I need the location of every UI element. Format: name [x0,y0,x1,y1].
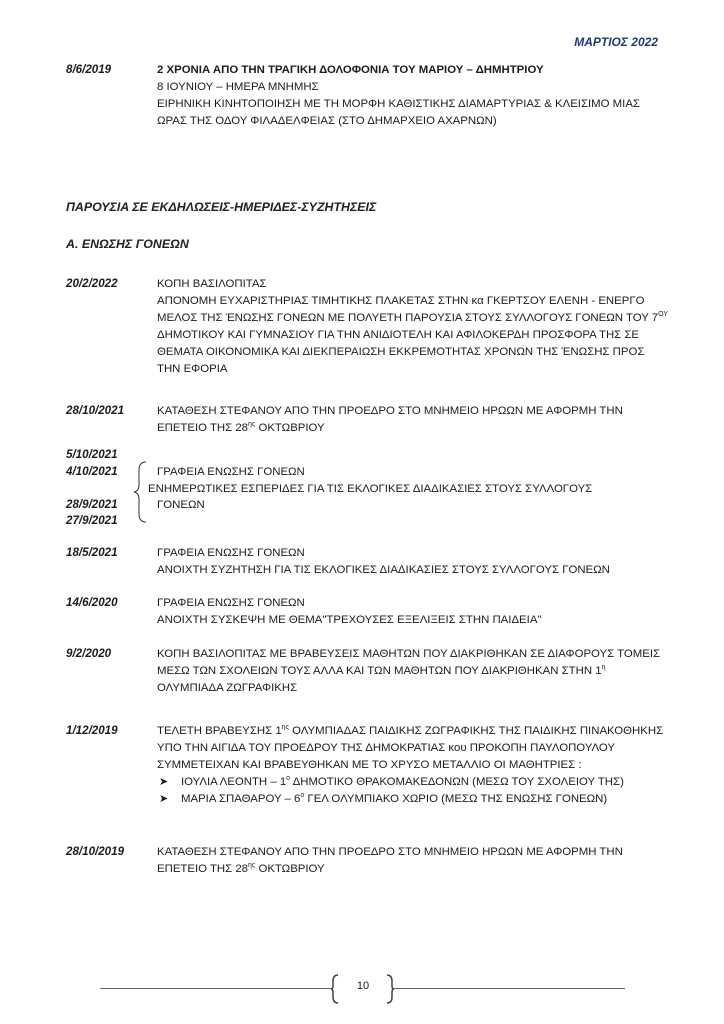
entry-date: 5/10/2021 [66,448,118,461]
entry-body [157,545,657,579]
entry-line: ΩΡΑΣ ΤΗΣ ΟΔΟΥ ΦΙΛΑΔΕΛΦΕΙΑΣ (ΣΤΟ ΔΗΜΑΡΧΕΙΟ ΑΧΑΡΝΩΝ) [157,115,497,127]
entry-line: ΕΙΡΗΝΙΚΗ ΚΙΝΗΤΟΠΟΙΗΣΗ ΜΕ ΤΗ ΜΟΡΦΗ ΚΑΘΙΣΤΙΚΗΣ ΔΙΑΜΑΡΤΥΡΙΑΣ & ΚΛΕΙΣΙΜΟ ΜΙΑΣ [157,98,640,110]
footer-bracket-right [385,974,395,1004]
entry-line: ΑΝΟΙΧΤΗ ΣΥΖΗΤΗΣΗ ΓΙΑ ΤΙΣ ΕΚΛΟΓΙΚΕΣ ΔΙΑΔΙΚΑΣΙΕΣ ΣΤΟΥΣ ΣΥΛΛΟΓΟΥΣ ΓΟΝΕΩΝ [157,564,610,576]
entry-body [157,595,657,629]
entry-line: ΑΝΟΙΧΤΗ ΣΥΣΚΕΨΗ ΜΕ ΘΕΜΑ"ΤΡΕΧΟΥΣΕΣ ΕΞΕΛΙΞΕΙΣ ΣΤΗΝ ΠΑΙΔΕΙΑ" [157,614,542,626]
arrow-bullet-icon: ➤ [159,793,169,805]
entry-line: ΟΛΥΜΠΙΑΔΑ ΖΩΓΡΑΦΙΚΗΣ [157,682,298,694]
entry-date: 4/10/2021 [66,465,118,478]
entry-date: 9/2/2020 [66,647,112,660]
entry-line: ΜΕΛΟΣ ΤΗΣ ΈΝΩΣΗΣ ΓΟΝΕΩΝ ΜΕ ΠΟΛΥΕΤΗ ΠΑΡΟΥΣΙΑ ΣΤΟΥΣ ΣΥΛΛΟΓΟΥΣ ΓΟΝΕΩΝ ΤΟΥ $7^{O\Upsilon}$ [157,311,668,324]
entry-line: ΕΠΕΤΕΙΟ ΤΗΣ $28^{\eta\varsigma}$ ΟΚΤΩΒΡΙΟΥ [157,421,325,434]
entry-line: ΤΕΛΕΤΗ ΒΡΑΒΕΥΣΗΣ $1^{\eta\varsigma}$ ΟΛΥΜΠΙΑΔΑΣ ΠΑΙΔΙΚΗΣ ΖΩΓΡΑΦΙΚΗΣ ΤΗΣ ΠΑΙΔΙΚΗΣ ΠΙΝΑΚΟΘΗΚΗΣ [157,724,664,737]
page-number: 10 [356,980,370,992]
entry-line: ΓΟΝΕΩΝ [157,499,205,511]
entry-body [157,646,661,697]
entry-line: ΓΡΑΦΕΙΑ ΕΝΩΣΗΣ ΓΟΝΕΩΝ [157,547,305,559]
footer-rule-left [100,988,332,989]
entry-line: ΕΝΗΜΕΡΩΤΙΚΕΣ ΕΣΠΕΡΙΔΕΣ ΓΙΑ ΤΙΣ ΕΚΛΟΓΙΚΕΣ ΔΙΑΔΙΚΑΣΙΕΣ ΣΤΟΥΣ ΣΥΛΛΟΓΟΥΣ [148,483,593,495]
entry-line: ΚΟΠΗ ΒΑΣΙΛΟΠΙΤΑΣ [157,278,267,290]
entry-line: ΓΡΑΦΕΙΑ ΕΝΩΣΗΣ ΓΟΝΕΩΝ [157,597,305,609]
entry-body [157,276,668,378]
entry-date: 28/10/2019 [66,845,125,858]
entry-date: 8/6/2019 [66,63,112,76]
entry-line: ΔΗΜΟΤΙΚΟΥ ΚΑΙ ΓΥΜΝΑΣΙΟΥ ΓΙΑ ΤΗΝ ΑΝΙΔΙΟΤΕΛΗ ΚΑΙ ΑΦΙΛΟΚΕΡΔΗ ΠΡΟΣΦΟΡΑ ΤΗΣ ΣΕ [157,329,640,341]
entry-body [157,62,657,130]
entry-line: 8 ΙΟΥΝΙΟΥ – ΗΜΕΡΑ ΜΝΗΜΗΣ [157,81,319,93]
entry-body [157,403,657,437]
entry-line: ΓΡΑΦΕΙΑ ΕΝΩΣΗΣ ΓΟΝΕΩΝ [157,466,305,478]
footer-bracket-left [330,974,340,1004]
entry-date: 20/2/2022 [66,277,118,290]
entry-title: 2 ΧΡΟΝΙΑ ΑΠΟ ΤΗΝ ΤΡΑΓΙΚΗ ΔΟΛΟΦΟΝΙΑ ΤΟΥ ΜΑΡΙΟΥ – ΔΗΜΗΤΡΙΟΥ [157,64,544,76]
entry-date: 28/9/2021 [66,498,118,511]
entry-line: ΜΕΣΩ ΤΩΝ ΣΧΟΛΕΙΩΝ ΤΟΥΣ ΑΛΛΑ ΚΑΙ ΤΩΝ ΜΑΘΗΤΩΝ ΠΟΥ ΔΙΑΚΡΙΘΗΚΑΝ ΣΤΗΝ $1^\eta$ [157,664,606,677]
arrow-bullet-icon: ➤ [159,776,169,788]
entry-date: 14/6/2020 [66,596,118,609]
entry-line: ΥΠΟ ΤΗΝ ΑΙΓΙΔΑ ΤΟΥ ΠΡΟΕΔΡΟΥ ΤΗΣ ΔΗΜΟΚΡΑΤΙΑΣ κου ΠΡΟΚΟΠΗ ΠΑΥΛΟΠΟΥΛΟΥ [157,742,616,754]
header-date: ΜΑΡΤΙΟΣ 2022 [574,35,658,49]
bullet-item: ➤ ΙΟΥΛΙΑ ΛΕΟΝΤΗ – $1^o$ ΔΗΜΟΤΙΚΟ ΘΡΑΚΟΜΑΚΕΔΟΝΩΝ (ΜΕΣΩ ΤΟΥ ΣΧΟΛΕΙΟΥ ΤΗΣ) [157,774,657,791]
entry-line: ΘΕΜΑΤΑ ΟΙΚΟΝΟΜΙΚΑ ΚΑΙ ΔΙΕΚΠΕΡΑΙΩΣΗ ΕΚΚΡΕΜΟΤΗΤΑΣ ΧΡΟΝΩΝ ΤΗΣ ΈΝΩΣΗΣ ΠΡΟΣ [157,346,645,358]
entry-date: 28/10/2021 [66,404,125,417]
bullet-item: ➤ ΜΑΡΙΑ ΣΠΑΘΑΡΟΥ – $6^o$ ΓΕΛ ΟΛΥΜΠΙΑΚΟ ΧΩΡΙΟ (ΜΕΣΩ ΤΗΣ ΕΝΩΣΗΣ ΓΟΝΕΩΝ) [157,791,657,808]
entry-body [157,844,657,878]
entry-body [157,723,664,808]
curly-brace [133,461,149,523]
entry-date: 27/9/2021 [66,514,118,527]
entry-line: ΑΠΟΝΟΜΗ ΕΥΧΑΡΙΣΤΗΡΙΑΣ ΤΙΜΗΤΙΚΗΣ ΠΛΑΚΕΤΑΣ ΣΤΗΝ κα ΓΚΕΡΤΣΟΥ ΕΛΕΝΗ - ΕΝΕΡΓΟ [157,295,645,307]
section-title: ΠΑΡΟΥΣΙΑ ΣΕ ΕΚΔΗΛΩΣΕΙΣ-ΗΜΕΡΙΔΕΣ-ΣΥΖΗΤΗΣΕΙΣ [66,200,377,214]
entry-date: 1/12/2019 [66,724,118,737]
entry-line: ΣΥΜΜΕΤΕΙΧΑΝ ΚΑΙ ΒΡΑΒΕΥΘΗΚΑΝ ΜΕ ΤΟ ΧΡΥΣΟ ΜΕΤΑΛΛΙΟ ΟΙ ΜΑΘΗΤΡΙΕΣ : [157,759,582,771]
entry-line: ΕΠΕΤΕΙΟ ΤΗΣ $28^{\eta\varsigma}$ ΟΚΤΩΒΡΙΟΥ [157,862,325,875]
entry-date: 18/5/2021 [66,546,118,559]
entry-line: ΤΗΝ ΕΦΟΡΙΑ [157,363,228,375]
entry-line: ΚΑΤΑΘΕΣΗ ΣΤΕΦΑΝΟΥ ΑΠΟ ΤΗΝ ΠΡΟΕΔΡΟ ΣΤΟ ΜΝΗΜΕΙΟ ΗΡΩΩΝ ΜΕ ΑΦΟΡΜΗ ΤΗΝ [157,405,623,417]
footer-rule-right [393,988,625,989]
entry-line: ΚΟΠΗ ΒΑΣΙΛΟΠΙΤΑΣ ΜΕ ΒΡΑΒΕΥΣΕΙΣ ΜΑΘΗΤΩΝ ΠΟΥ ΔΙΑΚΡΙΘΗΚΑΝ ΣΕ ΔΙΑΦΟΡΟΥΣ ΤΟΜΕΙΣ [157,648,661,660]
subsection-title: Α. ΕΝΩΣΗΣ ΓΟΝΕΩΝ [66,237,189,251]
entry-line: ΚΑΤΑΘΕΣΗ ΣΤΕΦΑΝΟΥ ΑΠΟ ΤΗΝ ΠΡΟΕΔΡΟ ΣΤΟ ΜΝΗΜΕΙΟ ΗΡΩΩΝ ΜΕ ΑΦΟΡΜΗ ΤΗΝ [157,846,623,858]
